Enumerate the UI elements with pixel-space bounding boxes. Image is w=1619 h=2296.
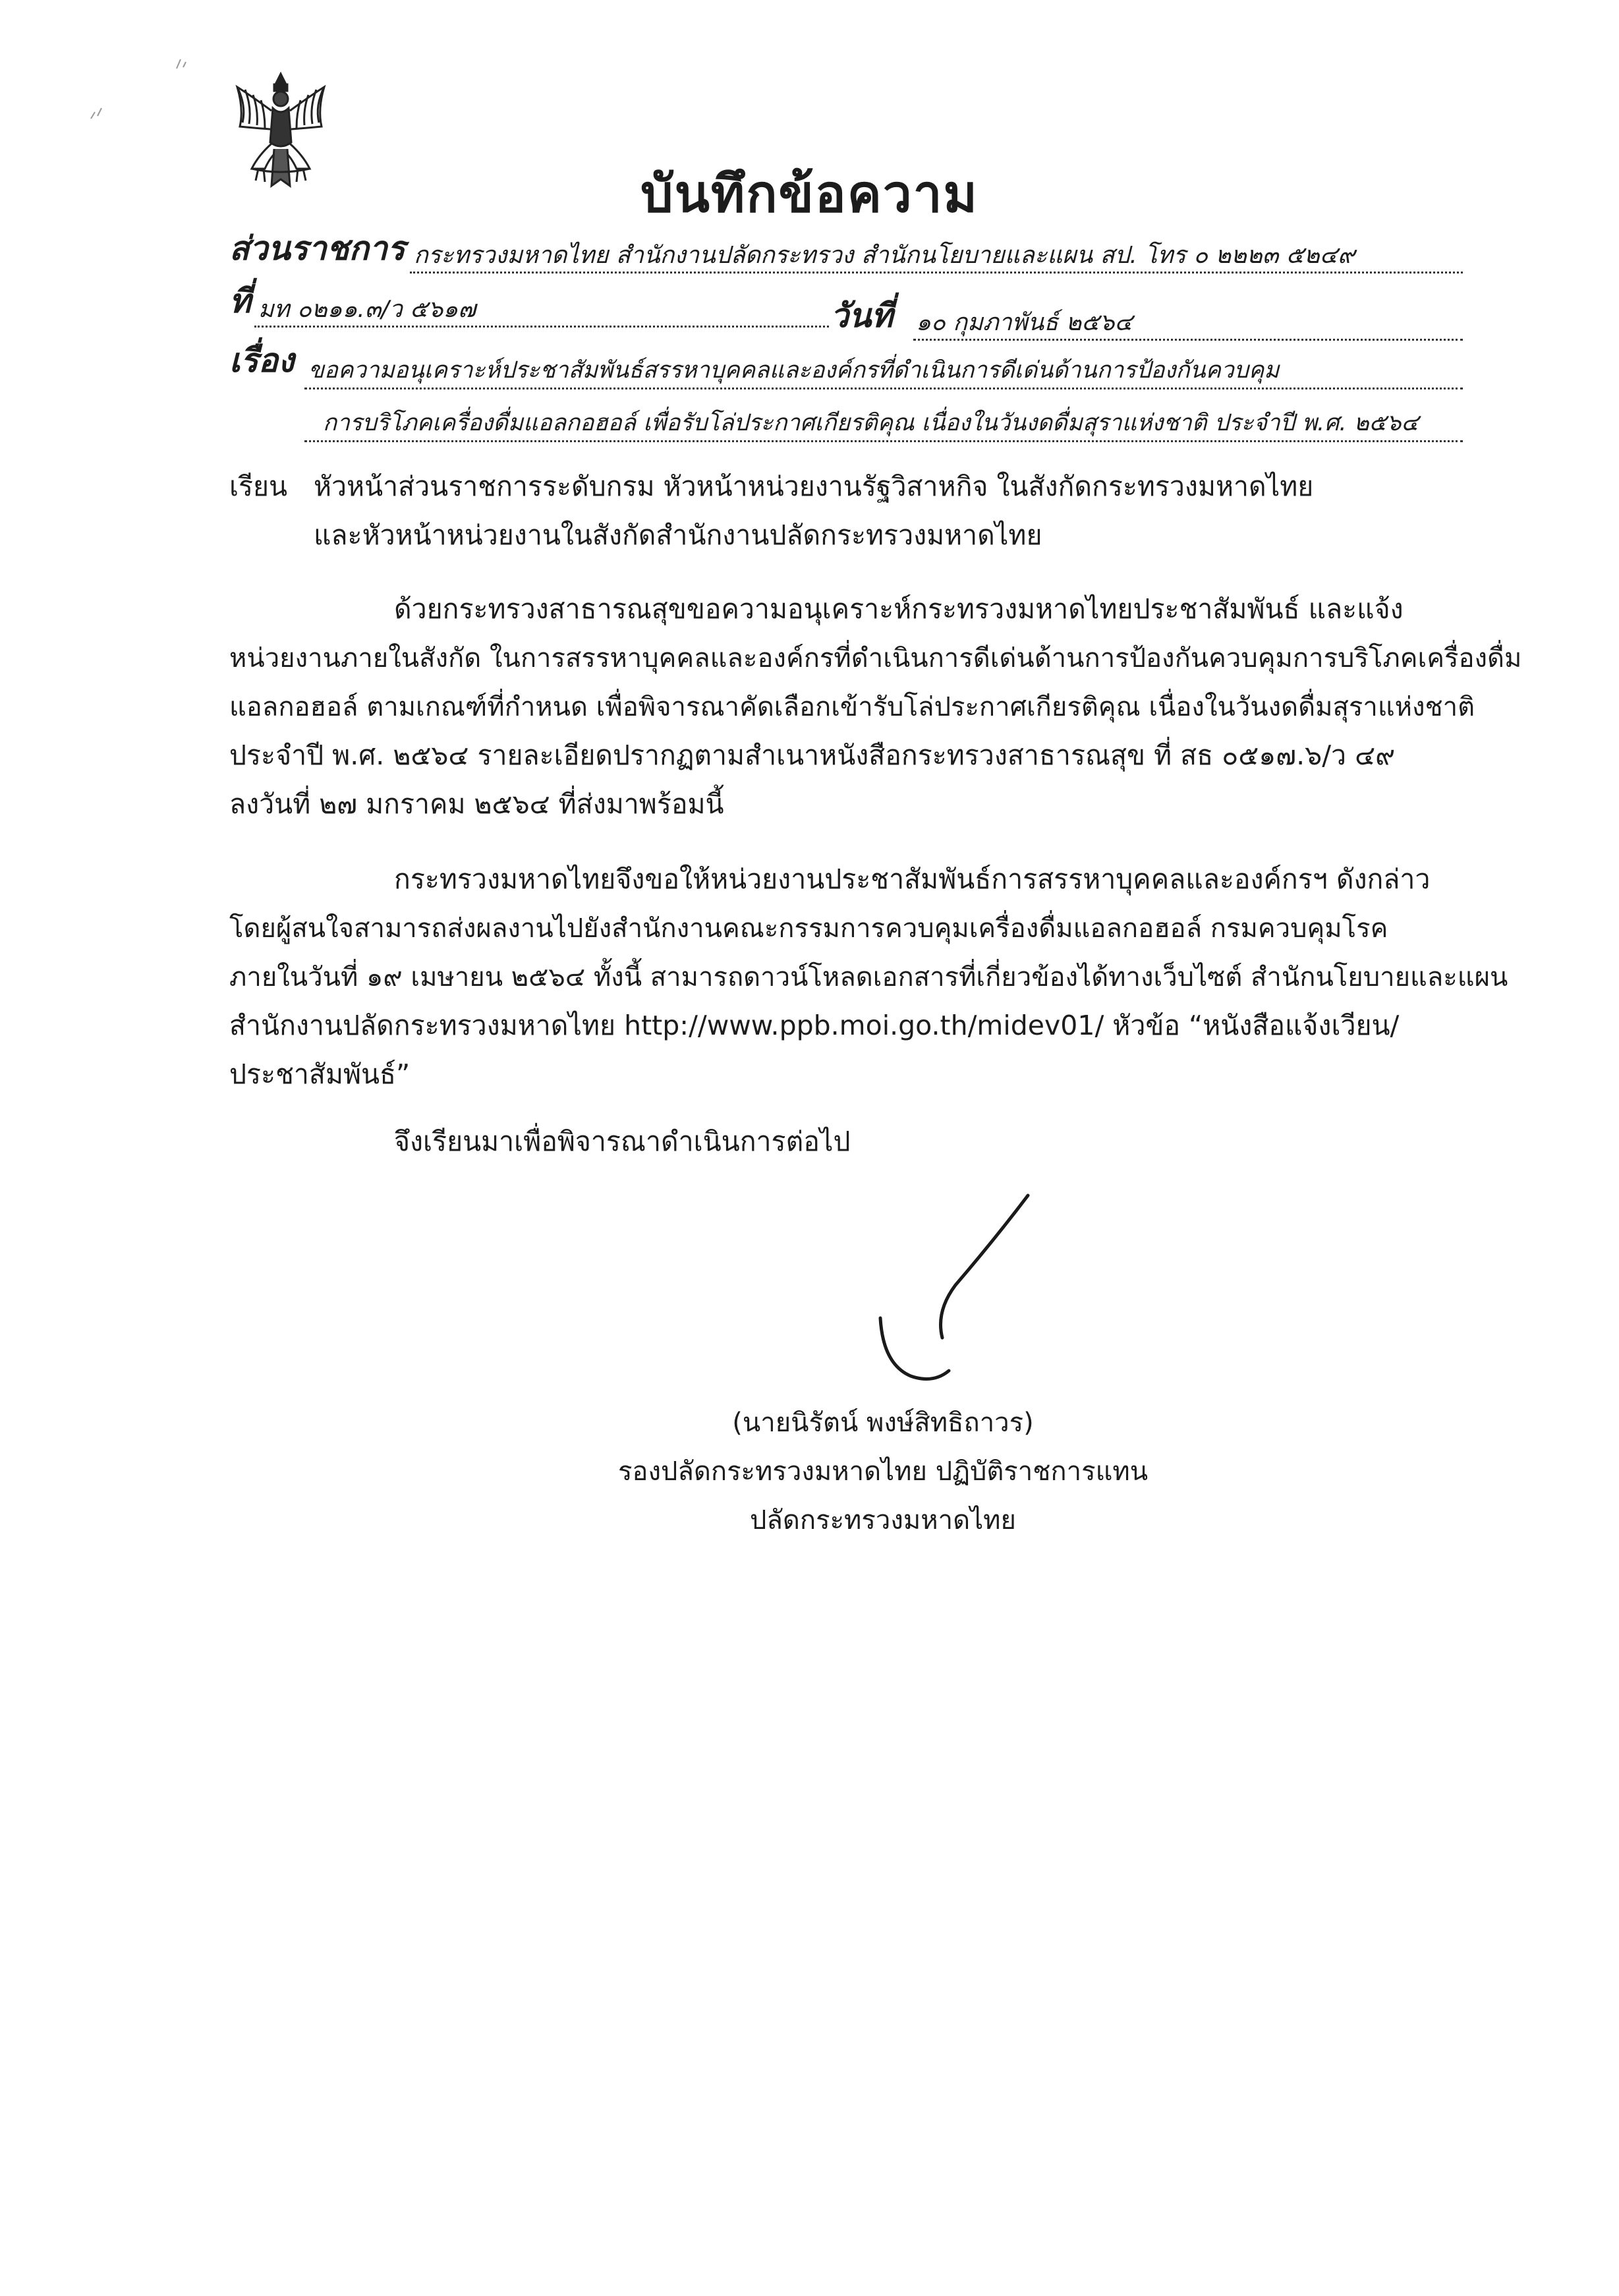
paragraph-2-line: กระทรวงมหาดไทยจึงขอให้หน่วยงานประชาสัมพันธ์การสรรหาบุคคลและองค์กรฯ ดังกล่าว [394,863,1431,895]
closing-text: จึงเรียนมาเพื่อพิจารณาดำเนินการต่อไป [394,1126,851,1157]
date-label: วันที่ [830,297,894,335]
paragraph-1-line: ด้วยกระทรวงสาธารณสุขขอความอนุเคราะห์กระทรวงมหาดไทยประชาสัมพันธ์ และแจ้ง [394,593,1404,625]
paragraph-2-line: ประชาสัมพันธ์” [229,1058,411,1090]
agency-value: กระทรวงมหาดไทย สำนักงานปลัดกระทรวง สำนักนโยบายและแผน สป. โทร ๐ ๒๒๒๓ ๕๒๔๙ [414,242,1355,269]
agency-dotted-line [410,272,1463,273]
subject-dotted-line-1 [304,387,1463,389]
scan-mark-icon [86,99,112,125]
salutation-line-1: หัวหน้าส่วนราชการระดับกรม หัวหน้าหน่วยงานรัฐวิสาหกิจ ในสังกัดกระทรวงมหาดไทย [314,471,1314,502]
date-value: ๑๐ กุมภาพันธ์ ๒๕๖๔ [916,309,1133,336]
signatory-position-1: รองปลัดกระทรวงมหาดไทย ปฏิบัติราชการแทน [617,1456,1149,1487]
paragraph-1-line: ประจำปี พ.ศ. ๒๕๖๔ รายละเอียดปรากฏตามสำเนาหนังสือกระทรวงสาธารณสุข ที่ สธ ๐๕๑๗.๖/ว ๔๙ [229,739,1396,771]
handwritten-signature-icon [857,1186,1054,1397]
salutation-label: เรียน [229,471,288,502]
salutation-line-2: และหัวหน้าหน่วยงานในสังกัดสำนักงานปลัดกระทรวงมหาดไทย [314,519,1042,551]
subject-dotted-line-2 [304,440,1463,442]
subject-label: เรื่อง [229,341,295,380]
memo-title: บันทึกข้อความ [640,165,979,224]
scan-mark-icon [173,54,192,74]
date-dotted-line [913,339,1463,341]
reference-dotted-line [254,326,829,328]
paragraph-2-line: สำนักงานปลัดกระทรวงมหาดไทย http://www.ppb.moi.go.th/midev01/ หัวข้อ “หนังสือแจ้งเวียน/ [229,1010,1400,1041]
paragraph-1-line: แอลกอฮอล์ ตามเกณฑ์ที่กำหนด เพื่อพิจารณาคัดเลือกเข้ารับโล่ประกาศเกียรติคุณ เนื่องในวันงดดื่มสุราแห่งชาติ [229,692,1475,722]
signatory-position-2: ปลัดกระทรวงมหาดไทย [749,1505,1016,1535]
paragraph-1-line: ลงวันที่ ๒๗ มกราคม ๒๕๖๔ ที่ส่งมาพร้อมนี้ [229,788,724,820]
reference-value: มท ๐๒๑๑.๓/ว ๕๖๑๗ [258,296,476,323]
signatory-name: (นายนิรัตน์ พงษ์สิทธิถาวร) [732,1408,1034,1438]
paragraph-2-line: โดยผู้สนใจสามารถส่งผลงานไปยังสำนักงานคณะกรรมการควบคุมเครื่องดื่มแอลกอฮอล์ กรมควบคุมโรค [229,913,1388,944]
paragraph-2-line: ภายในวันที่ ๑๙ เมษายน ๒๕๖๔ ทั้งนี้ สามารถดาวน์โหลดเอกสารที่เกี่ยวข้องได้ทางเว็บไซต์ สำนักนโยบายและแผน [229,962,1508,992]
subject-line-1: ขอความอนุเคราะห์ประชาสัมพันธ์สรรหาบุคคลและองค์กรที่ดำเนินการดีเด่นด้านการป้องกันควบคุม [308,357,1280,384]
paragraph-1-line: หน่วยงานภายในสังกัด ในการสรรหาบุคคลและองค์กรที่ดำเนินการดีเด่นด้านการป้องกันควบคุมการบริโภคเครื่องดื่ม [229,643,1522,674]
subject-line-2: การบริโภคเครื่องดื่มแอลกอฮอล์ เพื่อรับโล่ประกาศเกียรติคุณ เนื่องในวันงดดื่มสุราแห่งชาติ ประจำปี พ.ศ. ๒๕๖๔ [323,410,1419,436]
reference-label: ที่ [229,282,251,320]
agency-label: ส่วนราชการ [229,229,405,268]
